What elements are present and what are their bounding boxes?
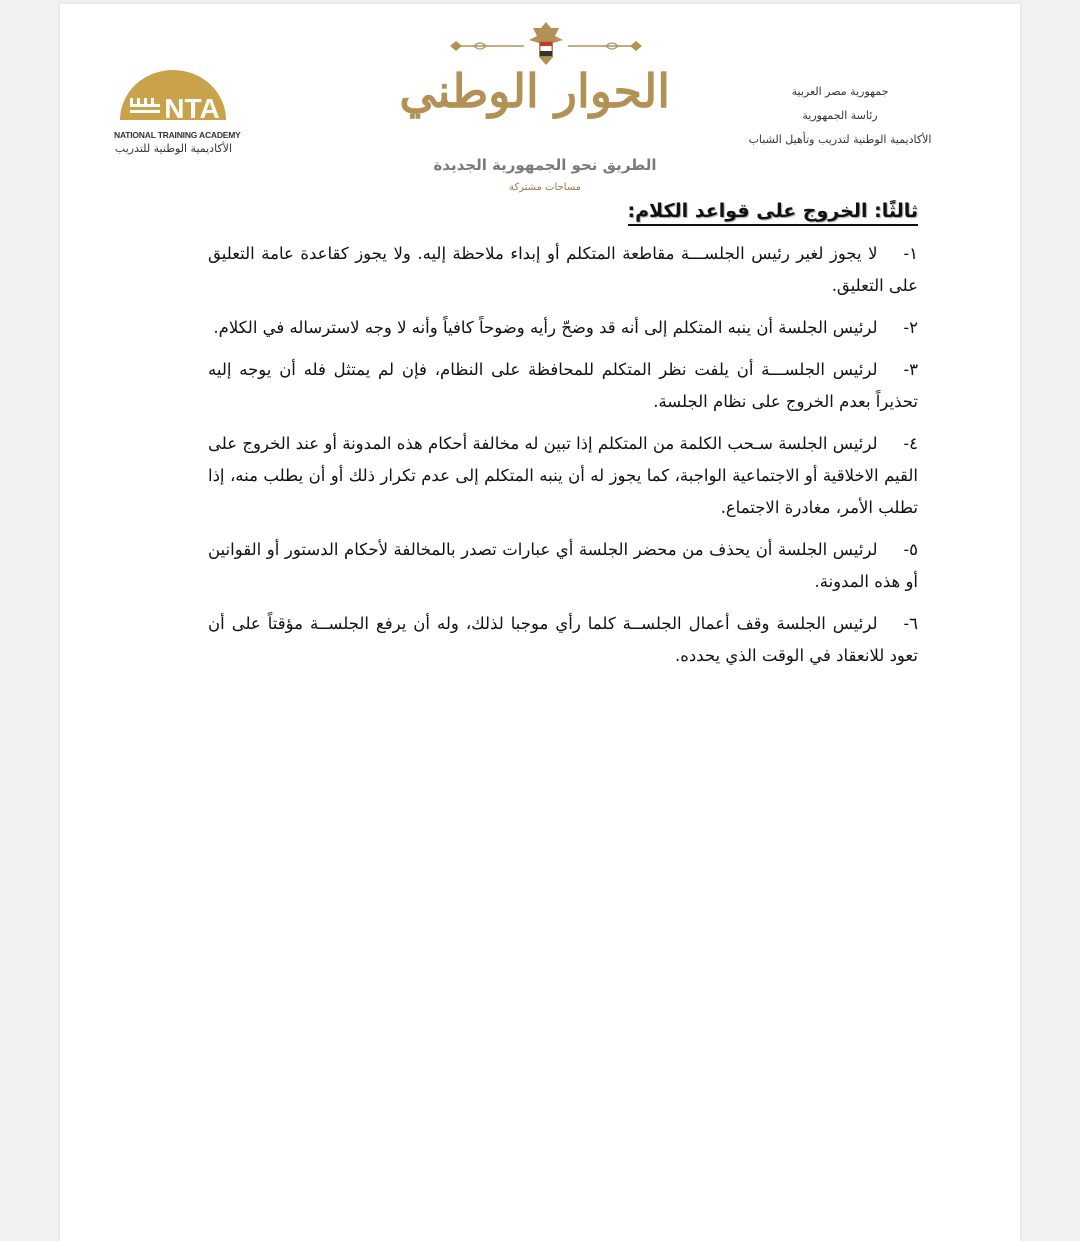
section-title-colon: : (627, 200, 636, 222)
rule-number: ٣- (903, 360, 918, 379)
rule-item (208, 312, 918, 344)
rule-text: لرئيس الجلسة أن يحذف من محضر الجلسة أي عبارات تصدر بالمخالفة لأحكام الدستور أو القوانين أو هذه المدونة. (208, 540, 918, 591)
rule-number: ١- (903, 244, 918, 263)
section-prefix-colon: : (874, 200, 882, 222)
section-prefix: ثالثًا (881, 200, 918, 222)
issuer-header (710, 80, 970, 152)
academy-name: الأكاديمية الوطنية لتدريب وتأهيل الشباب (748, 133, 932, 146)
section-heading (628, 200, 918, 226)
rule-item (208, 428, 918, 524)
presidency-name: رئاسة الجمهورية (802, 109, 878, 122)
dialogue-tagline: مساحات مشتركة (508, 182, 582, 193)
document-page (60, 4, 1020, 1241)
rule-item (208, 354, 918, 418)
rule-text: لرئيس الجلسة أن ينبه المتكلم إلى أنه قد وضحّ رأيه وضوحاً كافياً وأنه لا وجه لاسترساله في الكلام. (213, 318, 878, 337)
rule-item (208, 238, 918, 302)
rule-text: لرئيس الجلسة وقف أعمال الجلســة كلما رأي موجبا لذلك، وله أن يرفع الجلســة مؤقتاً على أن تعود للانعقاد في الوقت الذي يحدده. (208, 614, 918, 665)
nta-brand-text: NTA (164, 93, 220, 124)
rule-number: ٥- (903, 540, 918, 559)
nta-name-arabic: الأكاديمية الوطنية للتدريب (114, 142, 232, 155)
rule-text: لرئيس الجلسة سـحب الكلمة من المتكلم إذا تبين له مخالفة أحكام هذه المدونة أو عند الخروج على القيم الاخلاقية أو الاجتماعية الواجبة، كما يجوز له أن ينبه المتكلم إلى عدم تكرار ذلك أو أن يطلب منه، إذا تطلب الأمر، مغادرة الاجتماع. (208, 434, 918, 517)
rule-text: لا يجوز لغير رئيس الجلســـة مقاطعة المتكلم أو إبداء ملاحظة إليه. ولا يجوز كقاعدة عامة التعليق على التعليق. (208, 244, 918, 295)
rule-text: لرئيس الجلســـة أن يلفت نظر المتكلم للمحافظة على النظام، فإن لم يمتثل فله أن يوجه إليه تحذيراً بعدم الخروج على نظام الجلسة. (208, 360, 918, 411)
nta-name-english: NATIONAL TRAINING ACADEMY (114, 130, 241, 140)
rule-number: ٦- (903, 614, 918, 633)
nta-logo (114, 66, 241, 166)
national-dialogue-logo (399, 12, 670, 202)
dialogue-title: الحوار الوطني (399, 64, 670, 118)
rule-number: ٢- (903, 318, 918, 337)
rule-number: ٤- (903, 434, 918, 453)
nta-emblem-icon (116, 66, 230, 124)
rule-item (208, 534, 918, 598)
dialogue-subtitle: الطريق نحو الجمهورية الجديدة (433, 156, 657, 174)
rule-item (208, 608, 918, 672)
section-title-text: الخروج على قواعد الكلام (635, 200, 868, 222)
document-body (208, 200, 918, 682)
country-name: جمهورية مصر العربية (791, 85, 889, 98)
